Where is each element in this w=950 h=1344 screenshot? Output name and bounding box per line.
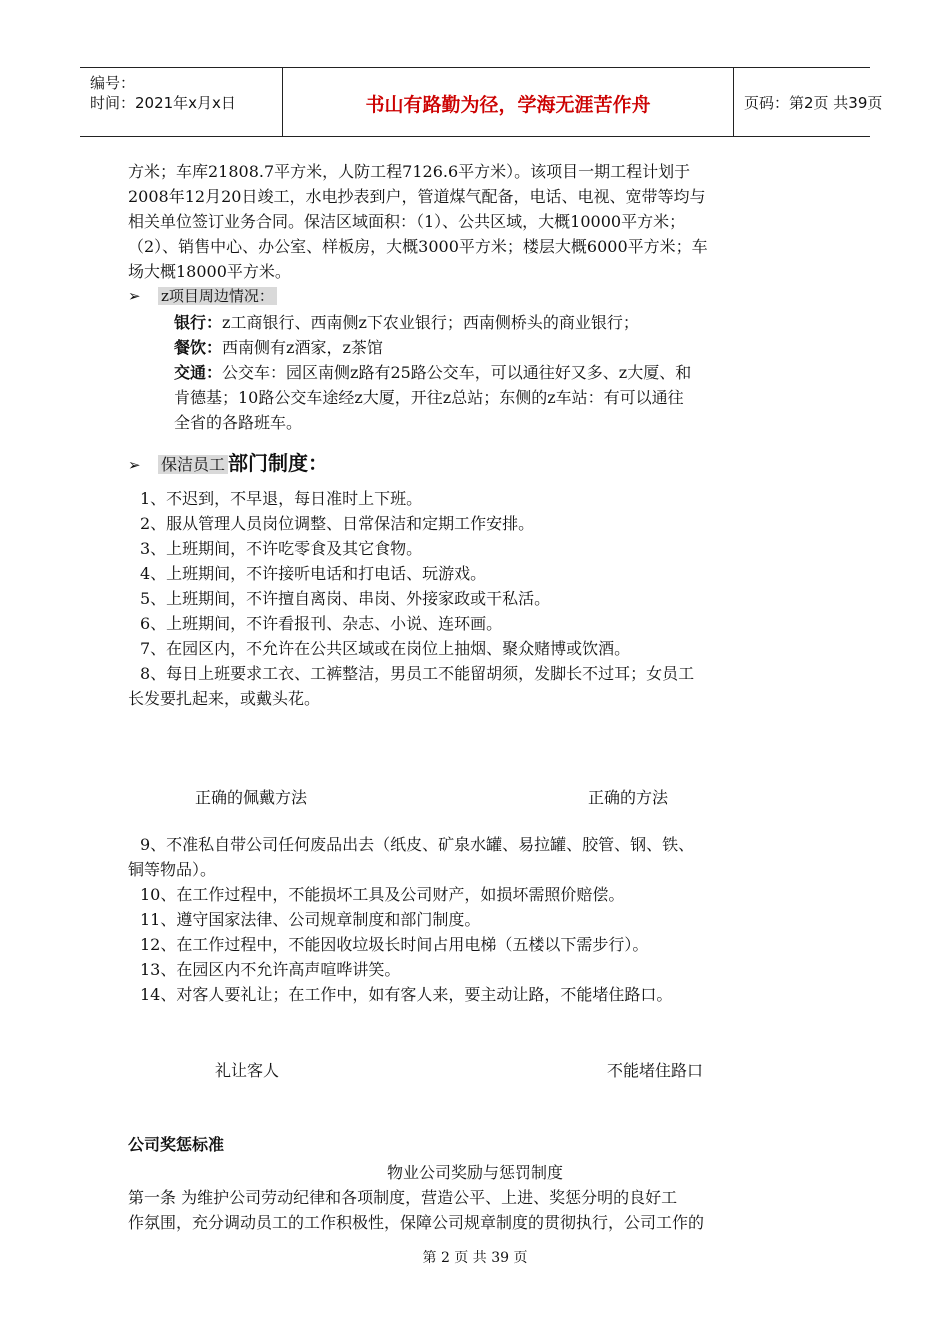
caption-correct-wearing: 正确的佩戴方法 [195,788,308,807]
intro-line: 相关单位签订业务合同。保洁区域面积：（1）、公共区域，大概10000平方米； [128,212,686,231]
page-header [80,67,883,137]
header-motto-cell [283,68,734,136]
header-page-cell [734,68,883,136]
intro-line: （2）、销售中心、办公室、样板房，大概3000平方米；楼层大概6000平方米；车 [128,237,708,256]
rule-item: 11、遵守国家法律、公司规章制度和部门制度。 [140,910,481,929]
intro-line: 方米；车库21808.7平方米，人防工程7126.6平方米）。该项目一期工程计划于 [128,162,691,181]
surroundings-title: z项目周边情况： [158,287,277,305]
header-meta-cell [80,68,283,136]
rule-item: 13、在园区内不允许高声喧哗讲笑。 [140,960,401,979]
rule-item: 6、上班期间，不许看报刊、杂志、小说、连环画。 [140,614,503,633]
food-text: 西南侧有z酒家，z茶馆 [222,338,383,357]
paragraph-line: 第一条 为维护公司劳动纪律和各项制度，营造公平、上进、奖惩分明的良好工 [128,1188,678,1207]
rule-item: 10、在工作过程中，不能损坏工具及公司财产，如损坏需照价赔偿。 [140,885,625,904]
header-motto: 书山有路勤为径，学海无涯苦作舟 [365,94,651,116]
surroundings-heading [128,285,277,306]
arrow-bullet-icon: ➢ [128,456,141,474]
traffic-text: 公交车：园区南侧z路有25路公交车，可以通往好又多、z大厦、和 [222,363,692,382]
rule-item-continued: 长发要扎起来，或戴头花。 [128,689,321,708]
bank-row [174,310,834,335]
caption-correct-method: 正确的方法 [588,788,669,807]
intro-line: 场大概18000平方米。 [128,262,291,281]
rule-item: 12、在工作过程中，不能因收垃圾长时间占用电梯（五楼以下需步行）。 [140,935,649,954]
rewards-paragraph [128,1185,828,1235]
rule-item: 4、上班期间，不许接听电话和打电话、玩游戏。 [140,564,487,583]
header-page-number: 页码：第2页 共39页 [744,94,883,112]
rule-item: 8、每日上班要求工衣、工裤整洁，男员工不能留胡须，发脚长不过耳；女员工 [140,664,695,683]
arrow-bullet-icon: ➢ [128,287,141,305]
rule-item: 9、不准私自带公司任何废品出去（纸皮、矿泉水罐、易拉罐、胶管、钢、铁、 [140,835,695,854]
page-footer: 第 2 页 共 39 页 [422,1250,528,1266]
document-title: 物业公司奖励与惩罚制度 [386,1163,563,1182]
section-title: 公司奖惩标准 [128,1135,225,1154]
traffic-continued: 肯德基；10路公交车途经z大厦，开往z总站；东侧的z车站：有可以通往 [174,388,684,407]
rule-item-continued: 铜等物品）。 [128,860,217,879]
traffic-label: 交通： [174,363,223,382]
doc-number-label: 编号： [90,74,136,92]
rule-item: 1、不迟到，不早退，每日准时上下班。 [140,489,423,508]
rule-item: 3、上班期间，不许吃零食及其它食物。 [140,539,423,558]
rule-item: 5、上班期间，不许擅自离岗、串岗、外接家政或干私活。 [140,589,551,608]
rule-item: 14、对客人要礼让；在工作中，如有客人来，要主动让路，不能堵住路口。 [140,985,673,1004]
traffic-continued: 全省的各路班车。 [174,413,303,432]
rule-item: 7、在园区内，不允许在公共区域或在岗位上抽烟、聚众赌博或饮酒。 [140,639,631,658]
caption-do-not-block: 不能堵住路口 [607,1061,704,1080]
bank-text: z工商银行、西南侧z下农业银行；西南侧桥头的商业银行； [222,313,639,332]
doc-date-label: 时间：2021年x月x日 [90,94,236,112]
traffic-row [174,360,834,385]
paragraph-line: 作氛围，充分调动员工的工作积极性，保障公司规章制度的贯彻执行，公司工作的 [128,1213,705,1232]
caption-yield-to-guests: 礼让客人 [215,1061,280,1080]
food-label: 餐饮： [174,338,223,357]
intro-paragraph [128,159,828,284]
rule-item: 2、服从管理人员岗位调整、日常保洁和定期工作安排。 [140,514,535,533]
intro-line: 2008年12月20日竣工，水电抄表到户，管道煤气配备，电话、电视、宽带等均与 [128,187,706,206]
department-title: 部门制度： [228,451,329,475]
rules-list-b [128,832,840,1007]
department-title-highlight: 保洁员工 [158,455,228,474]
bank-label: 银行： [174,313,223,332]
food-row [174,335,834,360]
surroundings-details [174,310,834,435]
rules-list-a [128,486,840,711]
department-heading [128,447,328,476]
